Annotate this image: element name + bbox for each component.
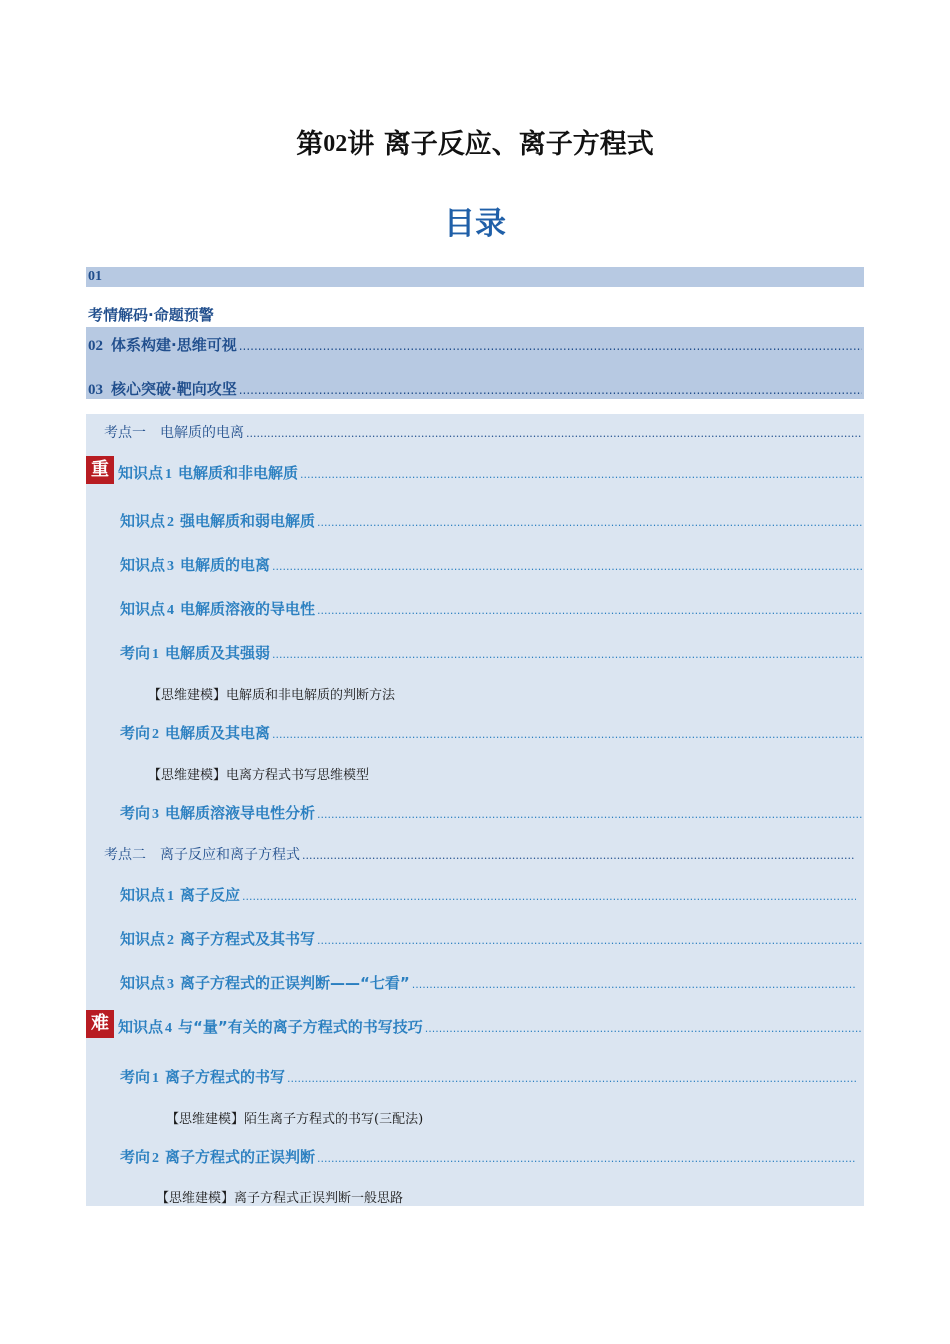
section-03-number: 03 (88, 382, 103, 398)
leader-dots (317, 934, 862, 947)
toc-heading: 目录 (444, 206, 506, 242)
toc-item-9[interactable] (120, 928, 862, 949)
item-number: 2 (152, 727, 160, 742)
item-prefix: 知识点 (120, 930, 166, 948)
item-label: 离子方程式的正误判断——“七看” (180, 974, 410, 992)
item-prefix: 知识点 (120, 512, 166, 530)
toc-item-10[interactable] (120, 972, 856, 993)
toc-item-8[interactable] (120, 884, 856, 905)
leader-dots (246, 427, 862, 440)
section-02-label: 体系构建·思维可视 (111, 336, 237, 354)
leader-dots (412, 978, 856, 991)
item-prefix: 知识点 (120, 886, 166, 904)
item-prefix: 考向 (120, 804, 151, 822)
title-text: 讲 离子反应、离子方程式 (347, 129, 654, 160)
toc-kaodian-1[interactable] (104, 422, 862, 442)
leader-dots (317, 516, 862, 529)
leader-dots (317, 808, 862, 821)
kaodian-1-label: 考点一 电解质的电离 (104, 425, 244, 441)
item-number: 2 (167, 933, 175, 948)
item-number: 4 (165, 1021, 173, 1036)
toc-section-02[interactable] (88, 334, 862, 355)
toc-item-13[interactable] (120, 1146, 856, 1167)
kaodian-2-label: 考点二 离子反应和离子方程式 (104, 847, 300, 863)
section-01-number: 01 (88, 269, 102, 284)
title-number: 02 (323, 131, 348, 157)
toc-item-12[interactable] (120, 1066, 856, 1087)
item-label: 电解质及其强弱 (165, 644, 271, 662)
item-prefix: 考向 (120, 1148, 151, 1166)
item-number: 3 (152, 807, 160, 822)
thinking-model-3[interactable]: 【思维建模】陌生离子方程式的书写(三配法) (166, 1112, 424, 1127)
section-01-label[interactable]: 考情解码·命题预警 (88, 306, 214, 324)
item-number: 4 (167, 603, 175, 618)
section-03-label: 核心突破·靶向攻坚 (111, 380, 237, 398)
leader-dots (317, 1152, 856, 1165)
leader-dots (272, 648, 862, 661)
item-prefix: 考向 (120, 644, 151, 662)
leader-dots (242, 890, 856, 903)
key-point-badge: 重 (86, 456, 114, 484)
item-prefix: 知识点 (120, 556, 166, 574)
item-number: 1 (152, 1071, 160, 1086)
item-label: 离子方程式的正误判断 (165, 1148, 316, 1166)
toc-item-7[interactable] (120, 802, 862, 823)
page-title (0, 122, 950, 161)
item-prefix: 考向 (120, 724, 151, 742)
item-label: 与“量”有关的离子方程式的书写技巧 (178, 1018, 423, 1036)
item-prefix: 知识点 (120, 600, 166, 618)
item-label: 离子反应 (180, 886, 241, 904)
leader-dots (239, 383, 862, 397)
leader-dots (239, 339, 862, 353)
item-prefix: 知识点 (118, 464, 164, 482)
item-label: 电解质溶液的导电性 (180, 600, 316, 618)
leader-dots (300, 468, 862, 481)
item-label: 电解质的电离 (180, 556, 271, 574)
section-02-number: 02 (88, 338, 103, 354)
item-label: 强电解质和弱电解质 (180, 512, 316, 530)
item-number: 3 (167, 977, 175, 992)
difficult-point-badge: 难 (86, 1010, 114, 1038)
item-label: 离子方程式的书写 (165, 1068, 286, 1086)
item-number: 2 (152, 1151, 160, 1166)
leader-dots (272, 728, 862, 741)
toc-item-1[interactable] (118, 462, 862, 483)
leader-dots (302, 849, 854, 862)
item-prefix: 考向 (120, 1068, 151, 1086)
item-label: 离子方程式及其书写 (180, 930, 316, 948)
toc-item-6[interactable] (120, 722, 862, 743)
toc-item-11[interactable] (118, 1016, 862, 1037)
toc-item-3[interactable] (120, 554, 862, 575)
toc-item-4[interactable] (120, 598, 862, 619)
leader-dots (425, 1022, 862, 1035)
item-label: 电解质及其电离 (165, 724, 271, 742)
thinking-model-4[interactable]: 【思维建模】离子方程式正误判断一般思路 (156, 1191, 404, 1206)
item-label: 电解质和非电解质 (178, 464, 299, 482)
item-label: 电解质溶液导电性分析 (165, 804, 316, 822)
item-number: 2 (167, 515, 175, 530)
leader-dots (272, 560, 862, 573)
item-prefix: 知识点 (118, 1018, 164, 1036)
thinking-model-1[interactable]: 【思维建模】电解质和非电解质的判断方法 (148, 688, 396, 703)
title-prefix: 第 (296, 129, 324, 160)
toc-item-5[interactable] (120, 642, 862, 663)
leader-dots (287, 1072, 856, 1085)
thinking-model-2[interactable]: 【思维建模】电离方程式书写思维模型 (148, 768, 370, 783)
toc-section-03[interactable] (88, 378, 862, 399)
leader-dots (317, 604, 862, 617)
item-number: 1 (152, 647, 160, 662)
item-number: 3 (167, 559, 175, 574)
item-number: 1 (165, 467, 173, 482)
toc-item-2[interactable] (120, 510, 862, 531)
item-prefix: 知识点 (120, 974, 166, 992)
section-01-bar[interactable] (86, 267, 864, 287)
toc-kaodian-2[interactable] (104, 844, 854, 864)
item-number: 1 (167, 889, 175, 904)
